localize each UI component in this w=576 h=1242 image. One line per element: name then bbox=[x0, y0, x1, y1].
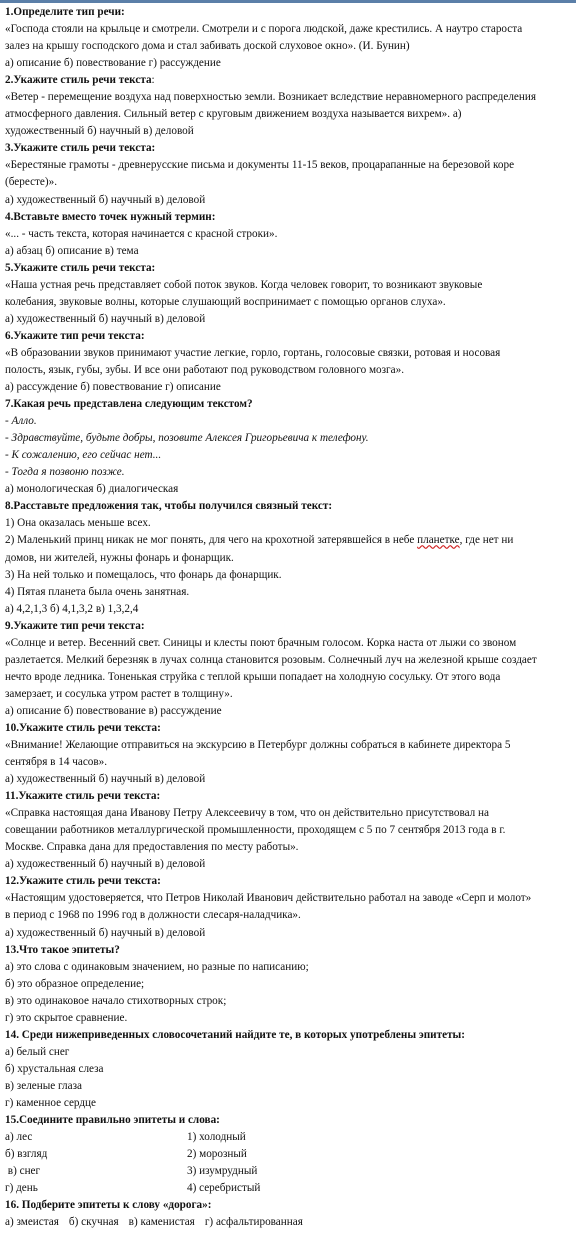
match-row bbox=[5, 1146, 571, 1163]
question-6 bbox=[5, 328, 571, 396]
match-noun: г) день bbox=[5, 1182, 38, 1195]
question-title: 10.Укажите стиль речи текста: bbox=[5, 721, 161, 734]
question-text-line: «Внимание! Желающие отправиться на экскурсию в Петербург должны собраться в кабинете директора 5 bbox=[5, 739, 511, 752]
match-noun: б) взгляд bbox=[5, 1148, 48, 1161]
question-text-line: «Берестяные грамоты - древнерусские письма и документы 11-15 веков, процарапанные на березовой коре bbox=[5, 159, 515, 172]
dialog-line: - Алло. bbox=[5, 415, 37, 428]
question-text-line: «Справка настоящая дана Иванову Петру Алексеевичу в том, что он действительно присутствовал на bbox=[5, 807, 489, 820]
answer-options: а) 4,2,1,3 б) 4,1,3,2 в) 1,3,2,4 bbox=[5, 602, 139, 615]
answer-option: в) зеленые глаза bbox=[5, 1079, 82, 1092]
question-14 bbox=[5, 1027, 571, 1112]
question-text-line: Москве. Справка дана для предоставления по месту работы». bbox=[5, 841, 299, 854]
match-epithet: 3) изумрудный bbox=[187, 1165, 258, 1178]
dialog-line: - Здравствуйте, будьте добры, позовите Алексея Григорьевича к телефону. bbox=[5, 432, 369, 445]
answer-options: а) абзац б) описание в) тема bbox=[5, 244, 139, 257]
question-8 bbox=[5, 498, 571, 617]
question-15 bbox=[5, 1112, 571, 1197]
question-12 bbox=[5, 873, 571, 941]
answer-option: г) асфальтированная bbox=[204, 1216, 303, 1229]
question-1 bbox=[5, 4, 571, 72]
answer-options: а) художественный б) научный в) деловой bbox=[5, 926, 206, 939]
match-row bbox=[5, 1180, 571, 1197]
sentence-text: , где нет ни bbox=[459, 534, 514, 547]
question-title: 14. Среди нижеприведенных словосочетаний найдите те, в которых употреблены эпитеты: bbox=[5, 1028, 466, 1041]
answer-options: а) художественный б) научный в) деловой bbox=[5, 858, 206, 871]
question-text-line: атмосферного давления. Сильный ветер с круговым движением воздуха называется вихрем». а) bbox=[5, 108, 462, 121]
answer-option: а) это слова с одинаковым значением, но разные по написанию; bbox=[5, 960, 309, 973]
answer-options: а) художественный б) научный в) деловой bbox=[5, 312, 206, 325]
question-text-line: полость, язык, губы, зубы. И все они работают под руководством головного мозга». bbox=[5, 363, 404, 376]
answer-option: а) белый снег bbox=[5, 1045, 70, 1058]
question-3 bbox=[5, 140, 571, 208]
answer-options: художественный б) научный в) деловой bbox=[5, 125, 194, 138]
question-title: 6.Укажите тип речи текста: bbox=[5, 329, 145, 342]
question-text-line: «... - часть текста, которая начинается с красной строки». bbox=[5, 227, 278, 240]
question-text-line: «В образовании звуков принимают участие легкие, горло, гортань, голосовые связки, ротовая и носовая bbox=[5, 346, 501, 359]
sentence-line bbox=[5, 532, 571, 549]
sentence-line: 3) На ней только и помещалось, что фонарь да фонарщик. bbox=[5, 568, 282, 581]
question-title: 7.Какая речь представлена следующим текстом? bbox=[5, 398, 253, 411]
match-epithet: 1) холодный bbox=[187, 1131, 246, 1144]
answer-options: а) художественный б) научный в) деловой bbox=[5, 773, 206, 786]
question-13 bbox=[5, 942, 571, 1027]
question-16 bbox=[5, 1197, 571, 1231]
question-title: 5.Укажите стиль речи текста: bbox=[5, 261, 156, 274]
sentence-line: домов, ни жителей, нужны фонарь и фонарщик. bbox=[5, 551, 234, 564]
question-4 bbox=[5, 209, 571, 260]
question-10 bbox=[5, 720, 571, 788]
question-text-line: замерзает, и сосулька утром растет в толщину». bbox=[5, 687, 233, 700]
answer-option: б) скучная bbox=[68, 1216, 119, 1229]
question-title: 11.Укажите стиль речи текста: bbox=[5, 790, 161, 803]
question-text-line: «Настоящим удостоверяется, что Петров Николай Иванович действительно работал на заводе «Серп и молот» bbox=[5, 892, 532, 905]
dialog-line: - Тогда я позвоню позже. bbox=[5, 466, 125, 479]
question-text-line: «Наша устная речь представляет собой поток звуков. Когда человек говорит, то возникают звуковые bbox=[5, 278, 483, 291]
spellcheck-word: планетке bbox=[417, 534, 460, 547]
question-title: 3.Укажите стиль речи текста: bbox=[5, 142, 156, 155]
question-title: 4.Вставьте вместо точек нужный термин: bbox=[5, 210, 216, 223]
match-noun: а) лес bbox=[5, 1131, 33, 1144]
answer-option: б) хрустальная слеза bbox=[5, 1062, 104, 1075]
question-7 bbox=[5, 396, 571, 498]
answer-options: а) описание б) повествование г) рассуждение bbox=[5, 57, 221, 70]
question-text-line: залез на крышу господского дома и стал забивать доской слуховое окно». (И. Бунин) bbox=[5, 40, 410, 53]
answer-options: а) рассуждение б) повествование г) описание bbox=[5, 381, 221, 394]
question-title-colon: : bbox=[151, 74, 155, 87]
answer-option: б) это образное определение; bbox=[5, 977, 145, 990]
top-border bbox=[0, 0, 576, 3]
question-11 bbox=[5, 788, 571, 873]
question-title: 9.Укажите тип речи текста: bbox=[5, 619, 145, 632]
answer-options: а) художественный б) научный в) деловой bbox=[5, 193, 206, 206]
question-9 bbox=[5, 618, 571, 720]
question-text-line: (бересте)». bbox=[5, 176, 58, 189]
answer-options bbox=[5, 1214, 571, 1231]
question-text-line: колебания, звуковые волны, которые слушающий воспринимает с помощью органов слуха». bbox=[5, 295, 446, 308]
answer-option: в) это одинаковое начало стихотворных строк; bbox=[5, 994, 227, 1007]
question-title: 1.Определите тип речи: bbox=[5, 6, 125, 18]
match-noun: в) снег bbox=[5, 1165, 41, 1178]
quiz-document bbox=[5, 4, 571, 1231]
match-epithet: 4) серебристый bbox=[187, 1182, 261, 1195]
sentence-text: 2) Маленький принц никак не мог понять, для чего на крохотной затерявшейся в небе bbox=[5, 534, 418, 547]
question-title: 16. Подберите эпитеты к слову «дорога»: bbox=[5, 1199, 212, 1212]
question-text-line: «Господа стояли на крыльце и смотрели. Смотрели и с порога людской, даже крестились. А наутро староста bbox=[5, 23, 523, 36]
answer-option: г) каменное сердце bbox=[5, 1097, 97, 1109]
question-text-line: «Солнце и ветер. Весенний свет. Синицы и клесты поют брачным голосом. Корка наста от лыжи со звоном bbox=[5, 636, 517, 649]
answer-option: а) змеистая bbox=[5, 1216, 59, 1229]
question-text-line: в период с 1968 по 1996 год в должности слесаря-наладчика». bbox=[5, 909, 301, 922]
answer-option: г) это скрытое сравнение. bbox=[5, 1011, 128, 1024]
question-text-line: «Ветер - перемещение воздуха над поверхностью земли. Возникает вследствие неравномерного распределения bbox=[5, 91, 536, 104]
dialog-line: - К сожалению, его сейчас нет... bbox=[5, 449, 162, 462]
question-title: 2.Укажите стиль речи текста bbox=[5, 74, 152, 87]
sentence-line: 1) Она оказалась меньше всех. bbox=[5, 517, 151, 530]
question-title: 13.Что такое эпитеты? bbox=[5, 943, 120, 956]
match-row bbox=[5, 1163, 571, 1180]
question-5 bbox=[5, 260, 571, 328]
answer-options: а) монологическая б) диалогическая bbox=[5, 483, 179, 496]
sentence-line: 4) Пятая планета была очень занятная. bbox=[5, 585, 190, 598]
question-2 bbox=[5, 72, 571, 140]
question-text-line: разлетается. Мелкий березняк в лучах солнца становится розовым. Солнечный луч на железной крыше создает bbox=[5, 653, 537, 666]
question-text-line: совещании работников металлургической промышленности, проходящем с 5 по 7 сентября 2013 года в г. bbox=[5, 824, 506, 837]
question-title: 15.Соедините правильно эпитеты и слова: bbox=[5, 1114, 220, 1127]
question-text-line: сентября в 14 часов». bbox=[5, 756, 108, 769]
question-title: 12.Укажите стиль речи текста: bbox=[5, 875, 161, 888]
match-row bbox=[5, 1129, 571, 1146]
answer-options: а) описание б) повествование в) рассуждение bbox=[5, 704, 222, 717]
question-text-line: нечто вроде ледника. Тоненькая струйка с теплой крыши попадает на холодную сосульку. От этого вода bbox=[5, 670, 501, 683]
question-title: 8.Расставьте предложения так, чтобы получился связный текст: bbox=[5, 500, 333, 513]
answer-option: в) каменистая bbox=[128, 1216, 195, 1229]
match-epithet: 2) морозный bbox=[187, 1148, 247, 1161]
